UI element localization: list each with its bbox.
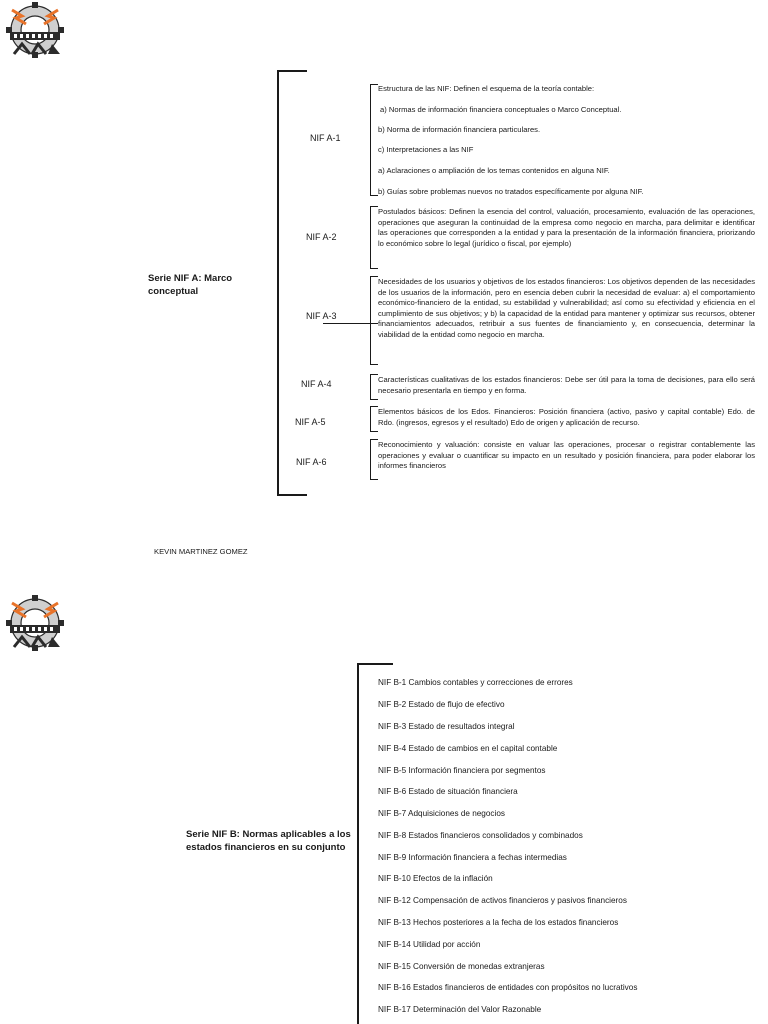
a1-item: a) Aclaraciones o ampliación de los temas contenidos en alguna NIF. [378, 166, 610, 175]
nif-a4-label: NIF A-4 [301, 379, 332, 389]
nif-b-item: NIF B-10 Efectos de la inflación [378, 874, 493, 883]
bracket-a5-bottom [370, 431, 378, 432]
a1-item: c) Interpretaciones a las NIF [378, 145, 474, 154]
bracket-a-bottom [277, 494, 307, 496]
nif-b-item: NIF B-8 Estados financieros consolidados y combinados [378, 831, 583, 840]
institution-logo-bottom [2, 595, 68, 651]
bracket-a4-bottom [370, 399, 378, 400]
nif-b-item: NIF B-14 Utilidad por acción [378, 940, 481, 949]
bracket-a3 [370, 276, 371, 365]
nif-b-item: NIF B-2 Estado de flujo de efectivo [378, 700, 505, 709]
nif-b-item: NIF B-12 Compensación de activos financieros y pasivos financieros [378, 896, 627, 905]
nif-b-item: NIF B-5 Información financiera por segmentos [378, 766, 546, 775]
a3-text: Necesidades de los usuarios y objetivos de los estados financieros: Los objetivos dependen de las necesidades de los usuarios de la información, pero en esencia deben cubrir la necesidad de evaluar: a) el comportamiento económico-financiero de la entidad, su estabilidad y vulnerabilidad; así como su efectividad y eficiencia en el cumplimiento de sus objetivos; y b) la capacidad de la entidad para mantener y optimizar sus recursos, obtener financiamientos adecuados, retribuir a sus fuentes de financiamiento y, en consecuencia, determinar la viabilidad de la entidad como negocio en marcha. [378, 277, 755, 339]
a3-connector [323, 323, 378, 324]
nif-b-item: NIF B-7 Adquisiciones de negocios [378, 809, 505, 818]
bracket-a4 [370, 374, 371, 400]
a5-text: Elementos básicos de los Edos. Financieros: Posición financiera (activo, pasivo y capital contable) Edo. de Rdo. (ingresos, egresos y el resultado) Edo de origen y aplicación de recurso. [378, 407, 755, 427]
bracket-a2-top [370, 206, 378, 207]
bracket-b-vertical [357, 663, 359, 1024]
bracket-a6 [370, 439, 371, 480]
bracket-a3-top [370, 276, 378, 277]
nif-b-item: NIF B-17 Determinación del Valor Razonable [378, 1005, 542, 1014]
bracket-b-top [357, 663, 393, 665]
nif-a6-label: NIF A-6 [296, 457, 327, 467]
serie-a-title: Serie NIF A: Marco conceptual [148, 273, 233, 297]
bracket-a-vertical [277, 70, 279, 496]
serie-b-title: Serie NIF B: Normas aplicables a los estados financieros en su conjunto [186, 829, 351, 853]
nif-b-item: NIF B-3 Estado de resultados integral [378, 722, 515, 731]
bracket-a-top [277, 70, 307, 72]
nif-b-item: NIF B-9 Información financiera a fechas intermedias [378, 853, 567, 862]
nif-b-item: NIF B-13 Hechos posteriores a la fecha de los estados financieros [378, 918, 619, 927]
nif-b-item: NIF B-6 Estado de situación financiera [378, 787, 518, 796]
a6-text: Reconocimiento y valuación: consiste en valuar las operaciones, procesar o registrar contablemente las operaciones y evaluar o cuantificar su impacto en un resultado y posición financiera, para poder elaborar los informes financieros [378, 440, 755, 471]
nif-b-item: NIF B-15 Conversión de monedas extranjeras [378, 962, 545, 971]
bracket-a6-bottom [370, 479, 378, 480]
bracket-a2 [370, 206, 371, 269]
nif-b-item: NIF B-1 Cambios contables y correcciones de errores [378, 678, 573, 687]
bracket-a2-bottom [370, 268, 378, 269]
a1-item: b) Norma de información financiera particulares. [378, 125, 541, 134]
institution-logo-top [2, 2, 68, 58]
a2-text: Postulados básicos: Definen la esencia del control, valuación, procesamiento, evaluación de las operaciones, operaciones que aseguran la continuidad de la empresa como negocio en marcha, para delimitar e identificar las operaciones que corresponden a la entidad y para la presentación de la información financiera, priorizando lo económico sobre lo legal (jurídico o fiscal, por ejemplo) [378, 207, 755, 248]
bracket-a3-bottom [370, 364, 378, 365]
bracket-a1-bottom [370, 195, 378, 196]
nif-a3-label: NIF A-3 [306, 311, 337, 321]
a4-text: Características cualitativas de los estados financieros: Debe ser útil para la toma de decisiones, para ello será necesario presentarla en tiempo y en forma. [378, 375, 755, 395]
a1-item: a) Normas de información financiera conceptuales o Marco Conceptual. [380, 105, 622, 114]
nif-b-item: NIF B-4 Estado de cambios en el capital contable [378, 744, 558, 753]
a1-item: Estructura de las NIF: Definen el esquema de la teoría contable: [378, 84, 595, 93]
nif-a5-label: NIF A-5 [295, 417, 326, 427]
bracket-a1-top [370, 84, 378, 85]
author-name: KEVIN MARTINEZ GOMEZ [154, 547, 248, 556]
nif-a1-label: NIF A-1 [310, 133, 341, 143]
bracket-a5-top [370, 406, 378, 407]
bracket-a5 [370, 406, 371, 432]
bracket-a6-top [370, 439, 378, 440]
a1-item: b) Guías sobre problemas nuevos no tratados específicamente por alguna NIF. [378, 187, 644, 196]
bracket-a4-top [370, 374, 378, 375]
nif-a2-label: NIF A-2 [306, 232, 337, 242]
bracket-a1 [370, 84, 371, 196]
nif-b-item: NIF B-16 Estados financieros de entidades con propósitos no lucrativos [378, 983, 638, 992]
